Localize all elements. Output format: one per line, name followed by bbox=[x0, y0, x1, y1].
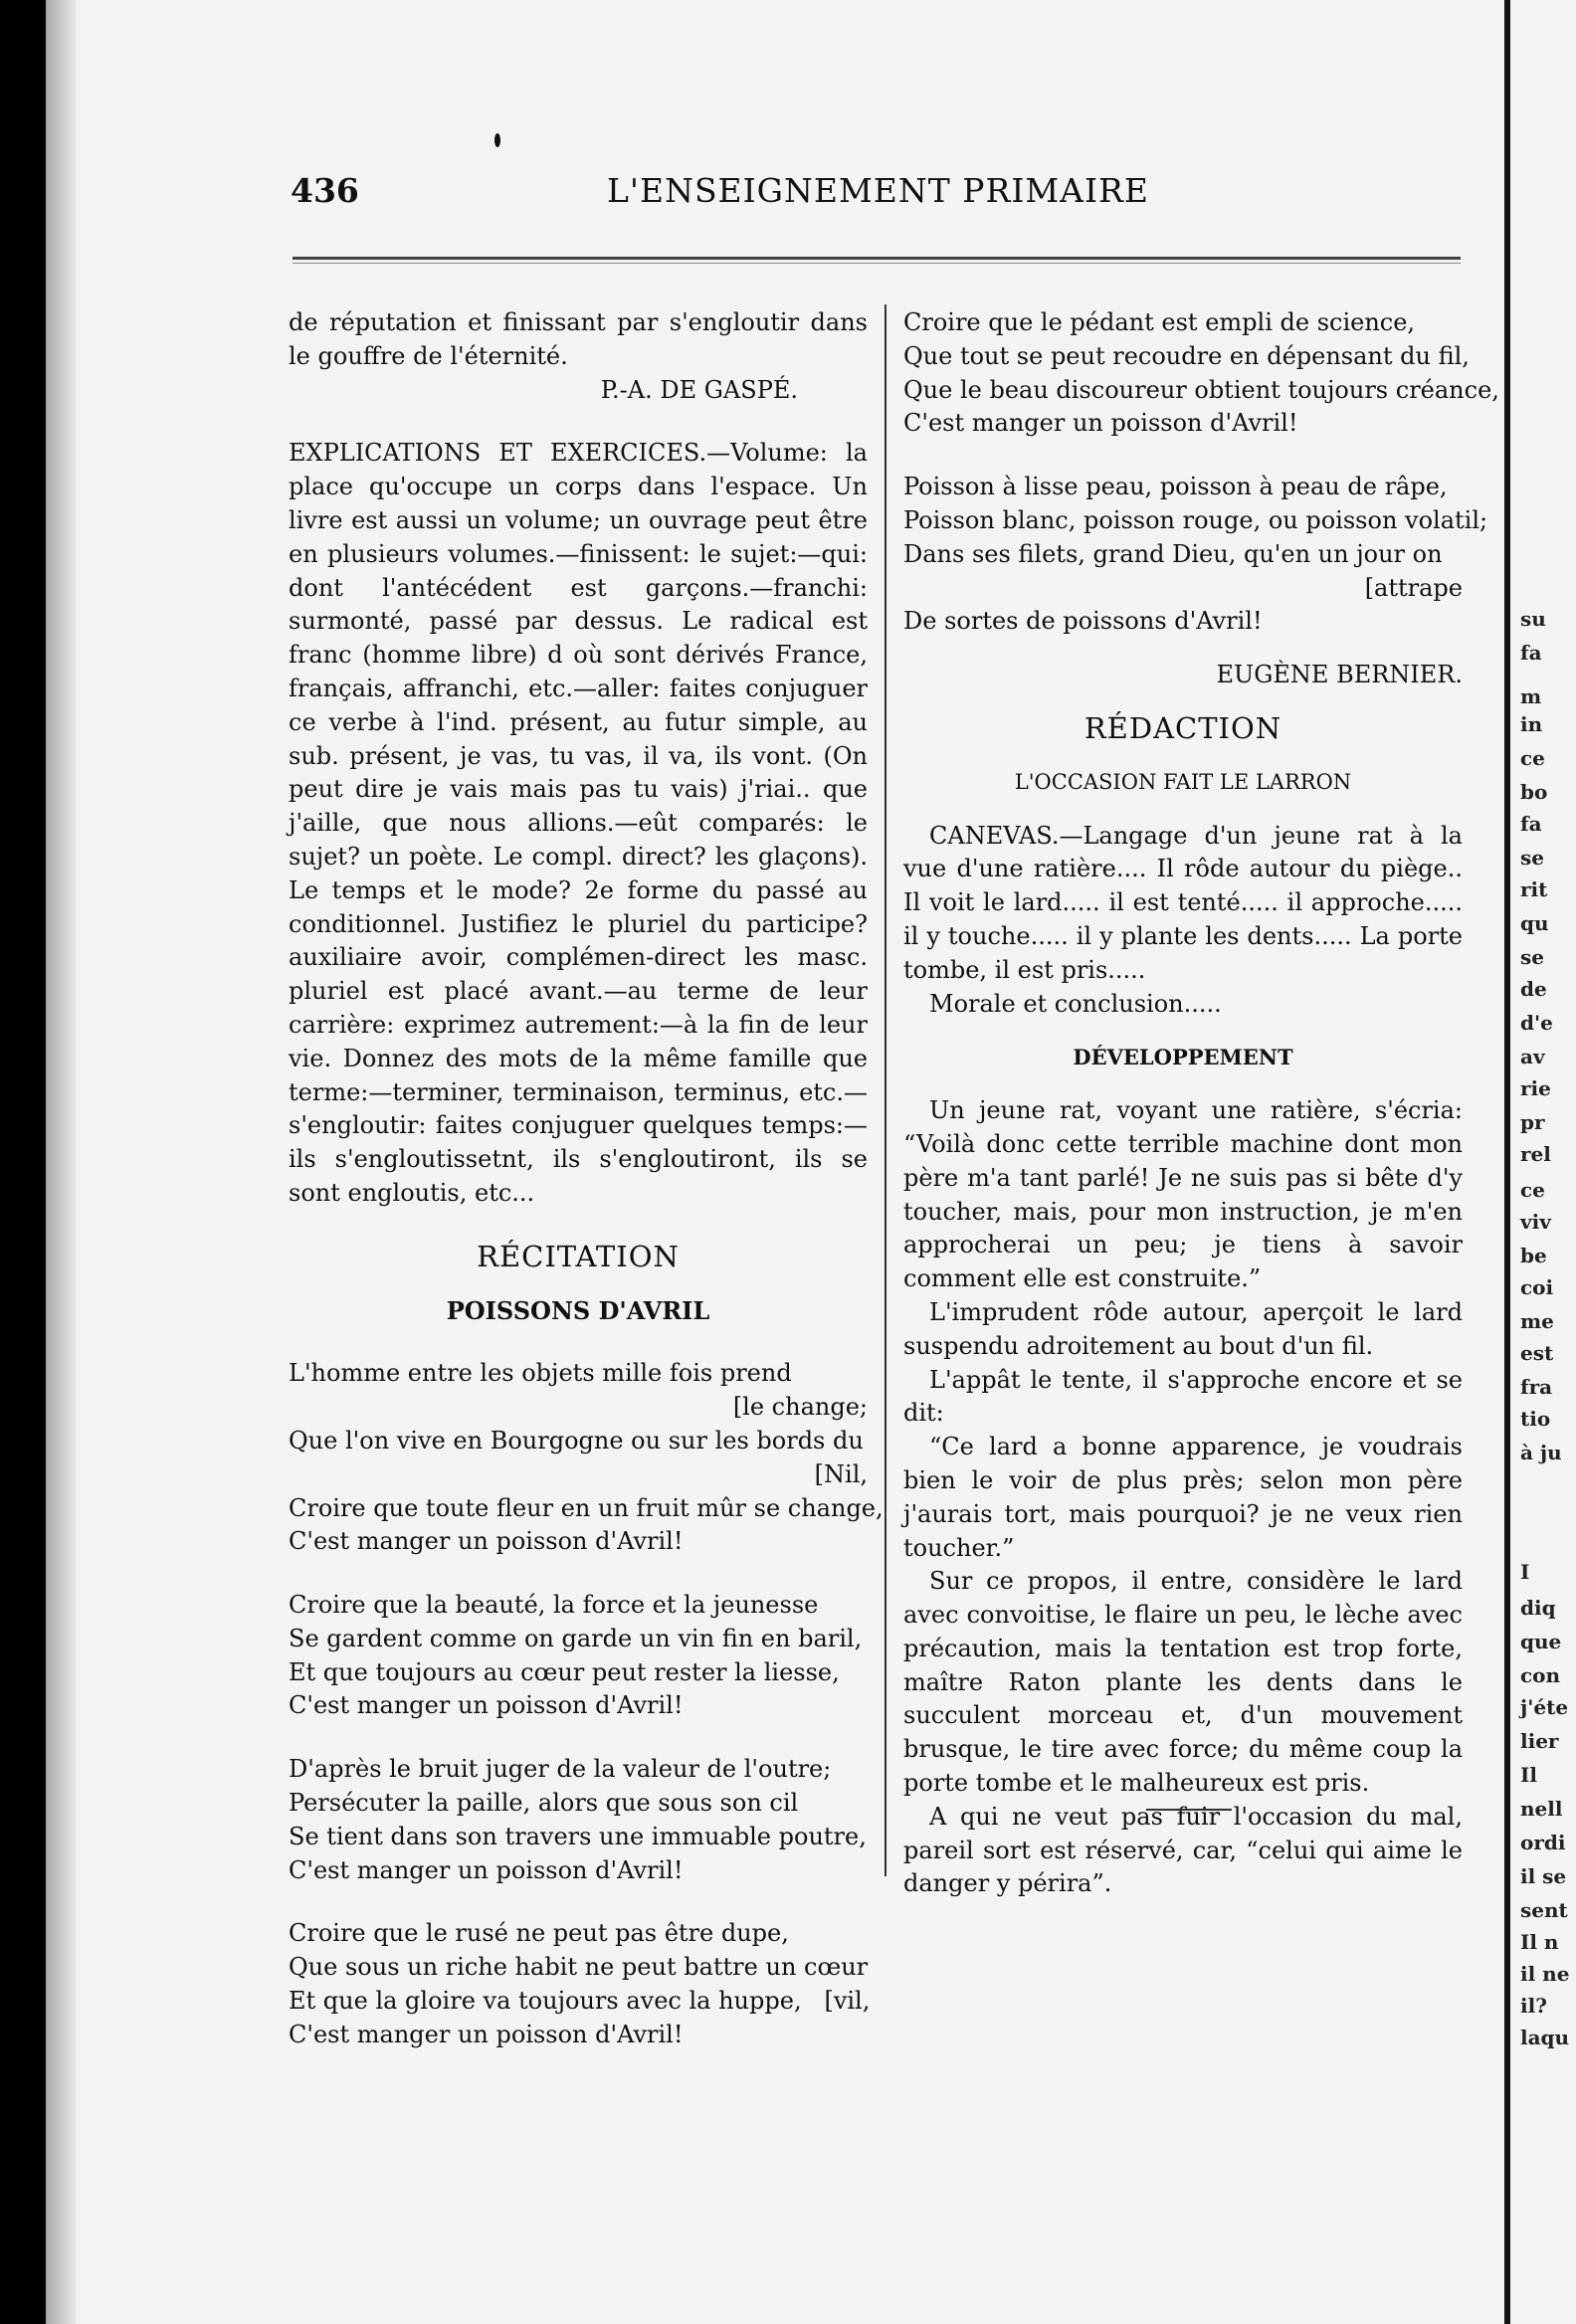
next-page-fragment: de bbox=[1520, 977, 1547, 1001]
header-rule-thin bbox=[293, 263, 1461, 264]
next-page-fragment: me bbox=[1520, 1309, 1554, 1333]
dev-paragraph: A qui ne veut pas fuir l'occasion du mal, pareil sort est réservé, car, “celui qui aime le danger y périra”. bbox=[903, 1802, 1463, 1898]
next-page-fragment: est bbox=[1520, 1341, 1554, 1365]
verse-line: Dans ses filets, grand Dieu, qu'en un jour on bbox=[903, 539, 1443, 568]
next-page-fragment: à ju bbox=[1520, 1441, 1562, 1464]
stanza-1 bbox=[289, 1357, 884, 1559]
verse-line: Poisson à lisse peau, poisson à peau de râpe, bbox=[903, 473, 1448, 501]
verse-line: Que l'on vive en Bourgogne ou sur les bords du bbox=[289, 1426, 864, 1454]
next-page-fragment: ordi bbox=[1520, 1831, 1566, 1854]
next-page-fragment: sent bbox=[1520, 1898, 1568, 1922]
verse-line: D'après le bruit juger de la valeur de l'outre; bbox=[289, 1755, 832, 1784]
column-divider bbox=[885, 304, 886, 1876]
verse-line: Et que la gloire va toujours avec la huppe, [vil, bbox=[289, 1987, 871, 2016]
next-page-fragment: qu bbox=[1520, 911, 1549, 935]
next-page-fragment: fa bbox=[1520, 641, 1542, 665]
next-page-fragment: rit bbox=[1520, 877, 1548, 901]
next-page-fragment: se bbox=[1520, 945, 1544, 969]
next-page-fragment: rie bbox=[1520, 1076, 1551, 1100]
verse-line: L'homme entre les objets mille fois prend bbox=[289, 1359, 792, 1388]
verse-line: Croire que la beauté, la force et la jeunesse bbox=[289, 1591, 819, 1620]
canevas-label: CANEVAS. bbox=[929, 821, 1060, 850]
verse-line: Croire que toute fleur en un fruit mûr se change, bbox=[289, 1493, 884, 1522]
explications-paragraph bbox=[289, 437, 868, 1210]
next-page-fragment: il ne bbox=[1520, 1962, 1570, 1986]
next-page-fragment: fa bbox=[1520, 812, 1542, 836]
recitation-heading: RÉCITATION bbox=[477, 1239, 680, 1273]
next-page-fragment: viv bbox=[1520, 1210, 1551, 1234]
verse-line: C'est manger un poisson d'Avril! bbox=[289, 1855, 684, 1884]
canevas-text: —Langage d'un jeune rat à la vue d'une ratière.... Il rôde autour du piège.. Il voit le lard..... il est tenté..... il approche..... il y touche..... il y plante les dents..... La porte tombe, il est pris..... bbox=[903, 821, 1463, 984]
next-page-fragment: Il bbox=[1520, 1763, 1537, 1787]
verse-line: Que sous un riche habit ne peut battre un cœur bbox=[289, 1953, 869, 1982]
dev-paragraph: Un jeune rat, voyant une ratière, s'écria: “Voilà donc cette terrible machine dont mon père m'a tant parlé! Je ne suis pas si bête d'y toucher, mais, pour mon instruction, je m'en approcherai un peu; je tiens à savoir comment elle est construite.” bbox=[903, 1096, 1463, 1293]
next-page-fragment: se bbox=[1520, 846, 1544, 870]
next-page-fragment: rel bbox=[1520, 1142, 1551, 1166]
next-page-fragment: Il n bbox=[1520, 1930, 1559, 1954]
next-page-fragment: be bbox=[1520, 1244, 1547, 1267]
next-page-fragment: su bbox=[1520, 607, 1546, 631]
next-page-fragment: diq bbox=[1520, 1596, 1556, 1620]
next-page-fragment: coi bbox=[1520, 1275, 1554, 1299]
next-page-fragment: av bbox=[1520, 1045, 1545, 1068]
ink-spot bbox=[494, 133, 500, 147]
stanza-5 bbox=[903, 306, 1499, 441]
left-column bbox=[289, 306, 884, 2052]
verse-line: De sortes de poissons d'Avril! bbox=[903, 607, 1263, 636]
dev-paragraph: Sur ce propos, il entre, considère le lard avec convoitise, le flaire un peu, le lèche avec précaution, mais la tentation est trop forte, maître Raton plante les dents dans le succulent morceau et, d'un mouvement brusque, le tire avec force; du même coup la porte tombe et le malheureux est pris. bbox=[903, 1567, 1463, 1798]
verse-line: C'est manger un poisson d'Avril! bbox=[903, 409, 1298, 438]
verse-line: Poisson blanc, poisson rouge, ou poisson volatil; bbox=[903, 505, 1488, 534]
header-rule bbox=[293, 257, 1461, 260]
next-page-fragment: in bbox=[1520, 712, 1543, 736]
running-title: L'ENSEIGNEMENT PRIMAIRE bbox=[607, 171, 1149, 210]
canevas-paragraph bbox=[903, 820, 1463, 988]
verse-line: Croire que le rusé ne peut pas être dupe, bbox=[289, 1919, 789, 1948]
developpement-heading: DÉVELOPPEMENT bbox=[1073, 1045, 1293, 1070]
next-page-fragment: d'e bbox=[1520, 1011, 1553, 1035]
stanza-4 bbox=[289, 1917, 871, 2051]
verse-line: Croire que le pédant est empli de science, bbox=[903, 308, 1416, 336]
next-page-fragment: con bbox=[1520, 1663, 1561, 1687]
verse-line: [le change; bbox=[732, 1393, 868, 1422]
next-page-fragment: I bbox=[1520, 1560, 1530, 1584]
dev-paragraph: L'imprudent rôde autour, aperçoit le lard suspendu adroitement au bout d'un fil. bbox=[903, 1297, 1463, 1360]
explications-label: EXPLICATIONS ET EXERCICES. bbox=[289, 439, 707, 468]
redaction-subtitle: L'OCCASION FAIT LE LARRON bbox=[1014, 769, 1352, 794]
next-page-fragment: ce bbox=[1520, 1178, 1545, 1202]
poem-title: POISSONS D'AVRIL bbox=[446, 1295, 710, 1325]
dev-paragraph: L'appât le tente, il s'approche encore et se dit: bbox=[903, 1365, 1463, 1428]
verse-line: Se gardent comme on garde un vin fin en baril, bbox=[289, 1624, 863, 1652]
verse-line: [attrape bbox=[1364, 573, 1463, 602]
stanza-6 bbox=[903, 471, 1488, 639]
stanza-3 bbox=[289, 1753, 868, 1887]
verse-line: C'est manger un poisson d'Avril! bbox=[289, 1691, 684, 1720]
binding-shadow bbox=[46, 0, 76, 2324]
next-page-fragment: nell bbox=[1520, 1797, 1563, 1821]
explications-text: —Volume: la place qu'occupe un corps dans l'espace. Un livre est aussi un volume; un ouvrage peut être en plusieurs volumes.—finissent: le sujet:—qui: dont l'antécédent est garçons.—franchi: surmonté, passé par dessus. Le radical est franc (homme libre) d où sont dérivés France, français, affranchi, etc.—aller: faites conjuguer ce verbe à l'ind. présent, au futur simple, au sub. présent, je vas, tu vas, il va, ils vont. (On peut dire je vais mais pas tu vais) j'riai.. que j'aille, que nous allions.—eût comparés: le sujet? un poète. Le compl. direct? les glaçons). Le temps et le mode? 2e forme du passé au conditionnel. Justifiez le pluriel du participe? auxiliaire avoir, complémen-direct les masc. pluriel est placé avant.—au terme de leur carrière: exprimez autrement:—à la fin de leur vie. Donnez des mots de la même famille que terme:—terminer, terminaison, terminus, etc.—s'engloutir: faites conjuguer quelques temps:—ils s'engloutissetnt, ils s'engloutiront, ils se sont engloutis, etc... bbox=[289, 439, 868, 1207]
verse-line: Persécuter la paille, alors que sous son cil bbox=[289, 1789, 799, 1818]
next-page-fragment: que bbox=[1520, 1630, 1562, 1653]
next-page-fragment: il? bbox=[1520, 1994, 1547, 2018]
next-page-fragment: ce bbox=[1520, 746, 1545, 770]
verse-line: C'est manger un poisson d'Avril! bbox=[289, 2020, 684, 2048]
dev-paragraph: “Ce lard a bonne apparence, je voudrais bien le voir de plus près; selon mon père j'aurais tort, mais pourquoi? je ne veux rien toucher.” bbox=[903, 1433, 1463, 1562]
verse-line: Que le beau discoureur obtient toujours créance, bbox=[903, 375, 1499, 404]
next-page-fragment: lier bbox=[1520, 1729, 1559, 1753]
right-column bbox=[903, 306, 1499, 1901]
next-page-fragment: fra bbox=[1520, 1375, 1553, 1399]
verse-line: Et que toujours au cœur peut rester la liesse, bbox=[289, 1657, 840, 1686]
verse-line: Se tient dans son travers une immuable poutre, bbox=[289, 1822, 867, 1850]
next-page-fragment: bo bbox=[1520, 780, 1548, 804]
next-page-fragment: laqu bbox=[1520, 2026, 1570, 2049]
end-rule bbox=[1146, 1809, 1232, 1811]
next-page-fragment: il se bbox=[1520, 1864, 1567, 1888]
redaction-heading: RÉDACTION bbox=[1084, 710, 1282, 745]
stanza-2 bbox=[289, 1589, 868, 1723]
verse-line: Que tout se peut recoudre en dépensant du fil, bbox=[903, 341, 1470, 370]
next-page-fragment: tio bbox=[1520, 1407, 1551, 1431]
next-page-sliver bbox=[1510, 0, 1576, 2324]
page-number: 436 bbox=[291, 171, 359, 210]
intro-text: de réputation et finissant par s'engloutir dans le gouffre de l'éternité. bbox=[289, 308, 868, 370]
verse-line: C'est manger un poisson d'Avril! bbox=[289, 1527, 684, 1556]
author-signature: P.-A. DE GASPÉ. bbox=[600, 375, 798, 404]
morale-line: Morale et conclusion..... bbox=[929, 989, 1222, 1018]
poem-signature: EUGÈNE BERNIER. bbox=[1216, 661, 1463, 689]
verse-line: [Nil, bbox=[814, 1459, 868, 1488]
next-page-fragment: j'éte bbox=[1520, 1695, 1569, 1719]
next-page-fragment: m bbox=[1520, 684, 1542, 708]
next-page-fragment: pr bbox=[1520, 1110, 1545, 1134]
